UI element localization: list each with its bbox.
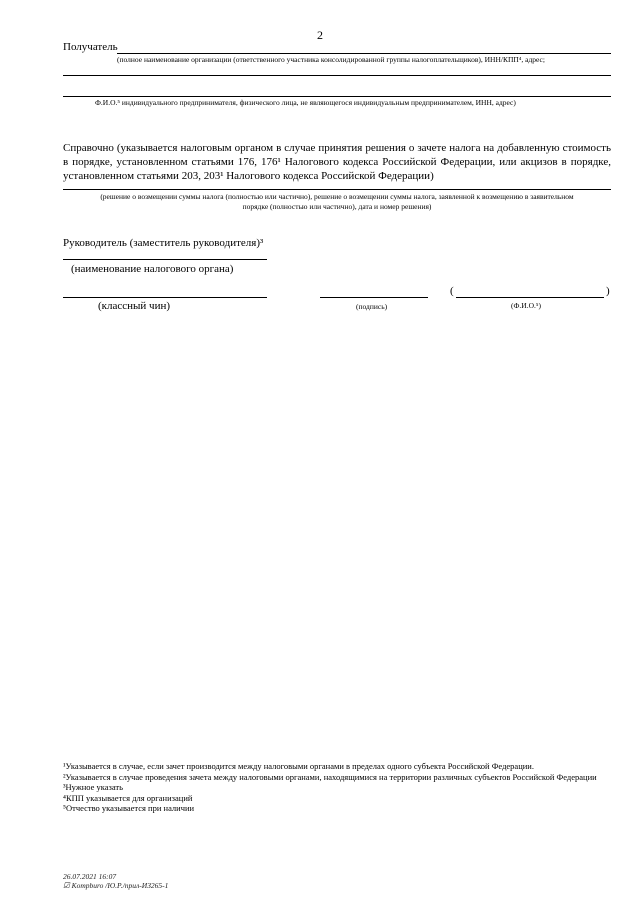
footnote-5: ⁵Отчество указывается при наличии xyxy=(63,803,195,813)
rank-line xyxy=(63,297,267,298)
footer-source: ☑ Kompburo /Ю.Р./прил-ИЗ265-1 xyxy=(63,881,169,890)
name-caption: (Ф.И.О.⁵) xyxy=(511,301,541,310)
footnote-1: ¹Указывается в случае, если зачет производится между налоговыми органами в пределах одного субъекта Российской Федерации. xyxy=(63,761,534,771)
org-caption: (полное наименование организации (ответственного участника консолидированной группы налогоплательщиков), ИНН/КПП⁴, адрес; xyxy=(117,55,545,64)
authority-line xyxy=(63,259,267,260)
head-label: Руководитель (заместитель руководителя)³ xyxy=(63,237,264,249)
footer xyxy=(63,872,168,890)
footnote-3: ³Нужное указать xyxy=(63,782,124,792)
page-number: 2 xyxy=(317,28,323,42)
recipient-line xyxy=(117,53,611,54)
reference-line xyxy=(63,189,611,190)
footnote-4: ⁴КПП указывается для организаций xyxy=(63,792,193,803)
footnotes xyxy=(63,761,615,814)
footer-timestamp: 26.07.2021 16:07 xyxy=(63,872,117,881)
sign-line xyxy=(320,297,428,298)
reference-text: Справочно (указывается налоговым органом в случае принятия решения о зачете налога на добавленную стоимость в порядке, установленном статьями 176, 176¹ Налогового кодекса Российской Федерации, или акцизов в порядке, установленном статьями 203, 203¹ Налогового кодекса Российской Федерации) xyxy=(63,142,611,182)
recipient-line-2 xyxy=(63,75,611,76)
rank-caption: (классный чин) xyxy=(98,300,171,312)
reference-caption-1: (решение о возмещении суммы налога (полностью или частично), решение о возмещении суммы налога, заявленной к возмещению в заявительном xyxy=(100,192,574,201)
name-line xyxy=(456,297,604,298)
recipient-label: Получатель xyxy=(63,41,118,53)
recipient-line-3 xyxy=(63,96,611,97)
footnote-2: ²Указывается в случае проведения зачета между налоговыми органами, находящимися на территории различных субъектов Российской Федерации xyxy=(63,771,597,782)
person-caption: Ф.И.О.⁵ индивидуального предпринимателя, физического лица, не являющегося индивидуальным предпринимателем, ИНН, адрес) xyxy=(95,98,516,107)
close-paren: ) xyxy=(606,285,610,297)
reference-caption-2: порядке (полностью или частично), дата и номер решения) xyxy=(242,202,432,211)
authority-caption: (наименование налогового органа) xyxy=(71,263,234,275)
open-paren: ( xyxy=(450,285,454,297)
sign-caption: (подпись) xyxy=(356,302,388,311)
